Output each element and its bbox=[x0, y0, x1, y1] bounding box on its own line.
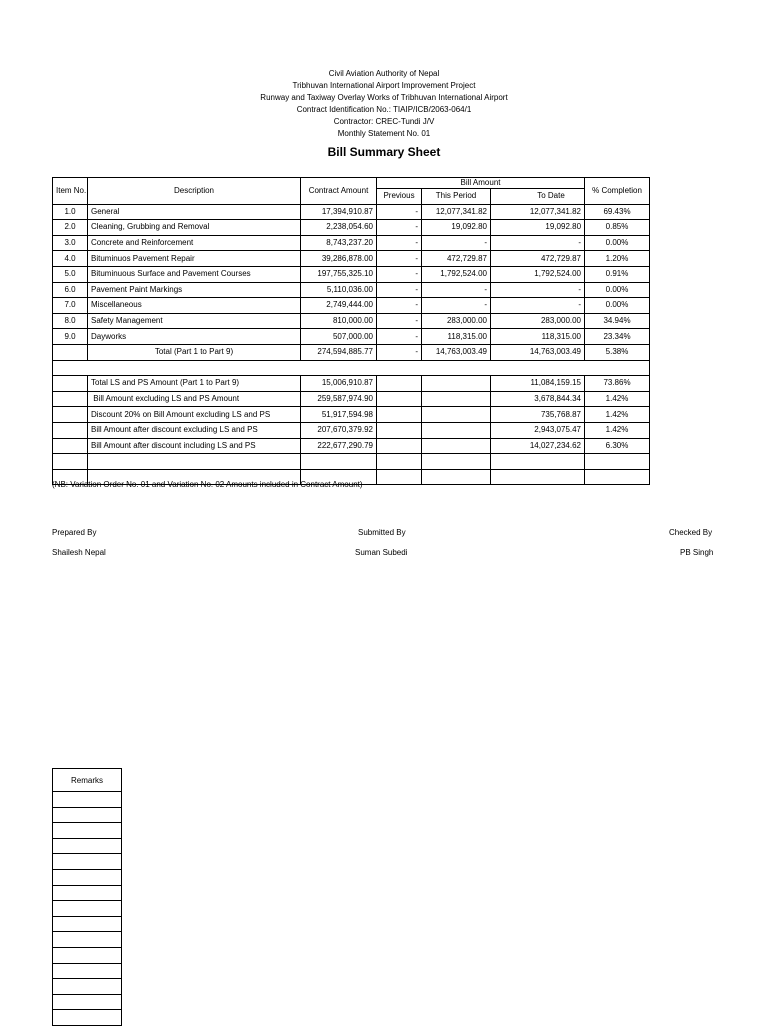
item-no: 1.0 bbox=[53, 204, 88, 220]
item-this-period: 19,092.80 bbox=[422, 220, 491, 236]
summary-description: Bill Amount after discount excluding LS and PS bbox=[88, 422, 301, 438]
item-to-date: - bbox=[491, 282, 585, 298]
item-this-period: 118,315.00 bbox=[422, 329, 491, 345]
item-contract-amount: 507,000.00 bbox=[301, 329, 377, 345]
table-row bbox=[53, 329, 650, 345]
item-this-period: - bbox=[422, 298, 491, 314]
remarks-row bbox=[53, 869, 122, 885]
total-completion: 5.38% bbox=[585, 344, 650, 360]
prepared-by-name: Shailesh Nepal bbox=[52, 548, 106, 557]
item-contract-amount: 2,749,444.00 bbox=[301, 298, 377, 314]
col-header-bill-amount: Bill Amount bbox=[377, 178, 585, 189]
item-this-period: 12,077,341.82 bbox=[422, 204, 491, 220]
page-title: Bill Summary Sheet bbox=[327, 145, 441, 159]
total-to-date: 14,763,003.49 bbox=[491, 344, 585, 360]
summary-to-date: 11,084,159.15 bbox=[491, 376, 585, 392]
item-no: 2.0 bbox=[53, 220, 88, 236]
item-contract-amount: 197,755,325.10 bbox=[301, 266, 377, 282]
item-no: 9.0 bbox=[53, 329, 88, 345]
remarks-row bbox=[53, 885, 122, 901]
total-previous: - bbox=[377, 344, 422, 360]
header-statement-no: Monthly Statement No. 01 bbox=[337, 129, 431, 138]
item-no: 8.0 bbox=[53, 313, 88, 329]
summary-contract-amount: 15,006,910.87 bbox=[301, 376, 377, 392]
summary-contract-amount: 207,670,379.92 bbox=[301, 422, 377, 438]
summary-description: Bill Amount after discount including LS and PS bbox=[88, 438, 301, 454]
item-this-period: - bbox=[422, 235, 491, 251]
bill-summary-table bbox=[52, 177, 650, 485]
item-this-period: 1,792,524.00 bbox=[422, 266, 491, 282]
remarks-row bbox=[53, 792, 122, 808]
col-header-description: Description bbox=[88, 178, 301, 205]
col-header-contract-amount: Contract Amount bbox=[301, 178, 377, 205]
summary-completion: 1.42% bbox=[585, 407, 650, 423]
item-contract-amount: 17,394,910.87 bbox=[301, 204, 377, 220]
remarks-row bbox=[53, 979, 122, 995]
item-contract-amount: 810,000.00 bbox=[301, 313, 377, 329]
item-this-period: - bbox=[422, 282, 491, 298]
table-row bbox=[53, 313, 650, 329]
header-authority: Civil Aviation Authority of Nepal bbox=[328, 69, 440, 78]
total-row bbox=[53, 344, 650, 360]
item-description: Bituminuos Pavement Repair bbox=[88, 251, 301, 267]
header-contractor: Contractor: CREC-Tundi J/V bbox=[333, 117, 435, 126]
col-header-completion: % Completion bbox=[585, 178, 650, 205]
item-to-date: 19,092.80 bbox=[491, 220, 585, 236]
item-previous: - bbox=[377, 329, 422, 345]
table-row bbox=[53, 220, 650, 236]
summary-row bbox=[53, 438, 650, 454]
remarks-row bbox=[53, 838, 122, 854]
item-previous: - bbox=[377, 235, 422, 251]
remarks-row bbox=[53, 947, 122, 963]
summary-row bbox=[53, 376, 650, 392]
item-previous: - bbox=[377, 266, 422, 282]
item-completion: 23.34% bbox=[585, 329, 650, 345]
remarks-row bbox=[53, 1010, 122, 1026]
item-previous: - bbox=[377, 251, 422, 267]
checked-by-name: PB Singh bbox=[680, 548, 714, 557]
table-row bbox=[53, 204, 650, 220]
item-previous: - bbox=[377, 298, 422, 314]
document-header bbox=[0, 68, 768, 140]
item-completion: 0.00% bbox=[585, 235, 650, 251]
item-completion: 0.00% bbox=[585, 298, 650, 314]
summary-to-date: 14,027,234.62 bbox=[491, 438, 585, 454]
item-this-period: 283,000.00 bbox=[422, 313, 491, 329]
item-description: General bbox=[88, 204, 301, 220]
item-previous: - bbox=[377, 204, 422, 220]
summary-description: Total LS and PS Amount (Part 1 to Part 9) bbox=[88, 376, 301, 392]
table-row bbox=[53, 235, 650, 251]
item-to-date: 12,077,341.82 bbox=[491, 204, 585, 220]
remarks-row bbox=[53, 854, 122, 870]
summary-to-date: 3,678,844.34 bbox=[491, 391, 585, 407]
header-contract-id: Contract Identification No.: TIAIP/ICB/2063-064/1 bbox=[296, 105, 472, 114]
table-row bbox=[53, 298, 650, 314]
remarks-row bbox=[53, 916, 122, 932]
submitted-by-label: Submitted By bbox=[358, 528, 406, 537]
item-description: Miscellaneous bbox=[88, 298, 301, 314]
summary-completion: 1.42% bbox=[585, 422, 650, 438]
summary-contract-amount: 222,677,290.79 bbox=[301, 438, 377, 454]
item-no: 4.0 bbox=[53, 251, 88, 267]
summary-contract-amount: 259,587,974.90 bbox=[301, 391, 377, 407]
total-description: Total (Part 1 to Part 9) bbox=[88, 344, 301, 360]
item-contract-amount: 8,743,237.20 bbox=[301, 235, 377, 251]
item-to-date: 472,729.87 bbox=[491, 251, 585, 267]
item-previous: - bbox=[377, 220, 422, 236]
col-header-item-no: Item No. bbox=[53, 178, 88, 205]
prepared-by-label: Prepared By bbox=[52, 528, 97, 537]
item-completion: 1.20% bbox=[585, 251, 650, 267]
summary-to-date: 2,943,075.47 bbox=[491, 422, 585, 438]
item-previous: - bbox=[377, 282, 422, 298]
item-no: 6.0 bbox=[53, 282, 88, 298]
total-contract-amount: 274,594,885.77 bbox=[301, 344, 377, 360]
item-description: Concrete and Reinforcement bbox=[88, 235, 301, 251]
remarks-row bbox=[53, 963, 122, 979]
remarks-row bbox=[53, 807, 122, 823]
summary-completion: 73.86% bbox=[585, 376, 650, 392]
summary-description: Bill Amount excluding LS and PS Amount bbox=[88, 391, 301, 407]
table-row bbox=[53, 266, 650, 282]
summary-completion: 1.42% bbox=[585, 391, 650, 407]
table-row bbox=[53, 251, 650, 267]
empty-row bbox=[53, 454, 650, 470]
item-this-period: 472,729.87 bbox=[422, 251, 491, 267]
remarks-row bbox=[53, 932, 122, 948]
summary-to-date: 735,768.87 bbox=[491, 407, 585, 423]
summary-row bbox=[53, 422, 650, 438]
checked-by-label: Checked By bbox=[669, 528, 713, 537]
header-project: Tribhuvan International Airport Improvement Project bbox=[292, 81, 476, 90]
item-to-date: 283,000.00 bbox=[491, 313, 585, 329]
item-completion: 0.00% bbox=[585, 282, 650, 298]
col-header-previous: Previous bbox=[377, 189, 422, 205]
col-header-to-date: To Date bbox=[491, 189, 585, 205]
item-no: 7.0 bbox=[53, 298, 88, 314]
item-description: Dayworks bbox=[88, 329, 301, 345]
remarks-row bbox=[53, 994, 122, 1010]
item-description: Pavement Paint Markings bbox=[88, 282, 301, 298]
summary-description: Discount 20% on Bill Amount excluding LS and PS bbox=[88, 407, 301, 423]
variation-note: (NB: Variation Order No. 01 and Variation No. 02 Amounts included in Contract Amount) bbox=[52, 480, 363, 489]
remarks-row bbox=[53, 901, 122, 917]
summary-row bbox=[53, 407, 650, 423]
item-completion: 0.85% bbox=[585, 220, 650, 236]
item-contract-amount: 2,238,054.60 bbox=[301, 220, 377, 236]
item-completion: 34.94% bbox=[585, 313, 650, 329]
total-this-period: 14,763,003.49 bbox=[422, 344, 491, 360]
item-contract-amount: 39,286,878.00 bbox=[301, 251, 377, 267]
item-description: Safety Management bbox=[88, 313, 301, 329]
summary-contract-amount: 51,917,594.98 bbox=[301, 407, 377, 423]
submitted-by-name: Suman Subedi bbox=[355, 548, 408, 557]
item-to-date: - bbox=[491, 235, 585, 251]
table-row bbox=[53, 282, 650, 298]
item-to-date: 118,315.00 bbox=[491, 329, 585, 345]
empty-row bbox=[53, 360, 650, 376]
remarks-row bbox=[53, 823, 122, 839]
item-to-date: - bbox=[491, 298, 585, 314]
header-works: Runway and Taxiway Overlay Works of Tribhuvan International Airport bbox=[260, 93, 508, 102]
item-contract-amount: 5,110,036.00 bbox=[301, 282, 377, 298]
item-to-date: 1,792,524.00 bbox=[491, 266, 585, 282]
col-header-this-period: This Period bbox=[422, 189, 491, 205]
remarks-header: Remarks bbox=[53, 769, 122, 792]
summary-row bbox=[53, 391, 650, 407]
item-no: 3.0 bbox=[53, 235, 88, 251]
item-description: Bituminuous Surface and Pavement Courses bbox=[88, 266, 301, 282]
item-description: Cleaning, Grubbing and Removal bbox=[88, 220, 301, 236]
summary-completion: 6.30% bbox=[585, 438, 650, 454]
item-no: 5.0 bbox=[53, 266, 88, 282]
item-completion: 0.91% bbox=[585, 266, 650, 282]
item-completion: 69.43% bbox=[585, 204, 650, 220]
remarks-table bbox=[52, 768, 122, 1026]
item-previous: - bbox=[377, 313, 422, 329]
